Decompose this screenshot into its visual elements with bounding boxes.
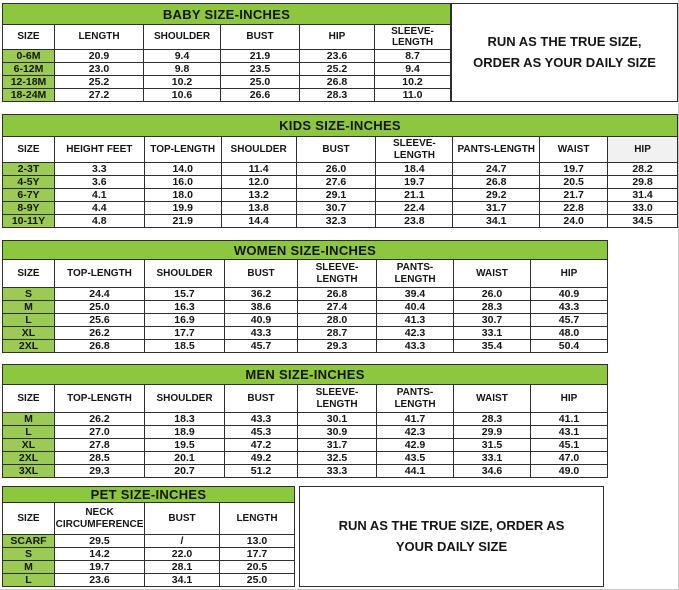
kids-measurement-value: 24.0 [540, 215, 608, 228]
baby-table-title: BABY SIZE-INCHES [3, 4, 451, 25]
men-table-row [3, 452, 608, 465]
baby-measurement-value: 23.5 [221, 63, 300, 76]
kids-column-header: SLEEVE-LENGTH [376, 137, 453, 163]
men-measurement-value: 43.5 [377, 452, 454, 465]
women-column-header: SHOULDER [145, 260, 225, 288]
women-size-label: XL [3, 327, 55, 340]
men-table-row [3, 413, 608, 426]
women-table-row [3, 301, 608, 314]
kids-measurement-value: 19.7 [540, 163, 608, 176]
pet-measurement-value: 13.0 [220, 535, 295, 548]
kids-size-label: 2-3T [3, 163, 55, 176]
men-size-label: M [3, 413, 55, 426]
men-measurement-value: 43.1 [531, 426, 608, 439]
pet-column-header: LENGTH [220, 503, 295, 535]
kids-measurement-value: 16.0 [144, 176, 221, 189]
kids-measurement-value: 32.3 [296, 215, 376, 228]
women-table-row [3, 314, 608, 327]
women-table-row [3, 288, 608, 301]
women-measurement-value: 43.3 [531, 301, 608, 314]
pet-measurement-value: 20.5 [220, 561, 295, 574]
women-measurement-value: 50.4 [531, 340, 608, 353]
men-column-header: PANTS-LENGTH [377, 385, 454, 413]
women-measurement-value: 28.3 [454, 301, 531, 314]
baby-measurement-value: 23.6 [300, 50, 375, 63]
pet-fit-note: RUN AS THE TRUE SIZE, ORDER AS YOUR DAILY SIZE [299, 486, 604, 587]
women-measurement-value: 43.3 [225, 327, 298, 340]
kids-measurement-value: 30.7 [296, 202, 376, 215]
pet-table-row [3, 535, 295, 548]
men-measurement-value: 31.5 [454, 439, 531, 452]
baby-measurement-value: 25.2 [55, 76, 144, 89]
kids-table-row [3, 176, 678, 189]
pet-column-header: NECK CIRCUMFERENCE [55, 503, 145, 535]
kids-measurement-value: 24.7 [453, 163, 540, 176]
men-column-header: WAIST [454, 385, 531, 413]
pet-size-label: M [3, 561, 55, 574]
kids-measurement-value: 33.0 [608, 202, 678, 215]
men-measurement-value: 42.3 [377, 426, 454, 439]
women-measurement-value: 38.6 [225, 301, 298, 314]
women-measurement-value: 40.4 [377, 301, 454, 314]
kids-measurement-value: 14.4 [221, 215, 296, 228]
baby-table-row [3, 63, 451, 76]
baby-column-header: HIP [300, 25, 375, 50]
women-measurement-value: 26.2 [55, 327, 145, 340]
women-size-label: M [3, 301, 55, 314]
men-size-label: 2XL [3, 452, 55, 465]
kids-measurement-value: 22.8 [540, 202, 608, 215]
women-measurement-value: 45.7 [531, 314, 608, 327]
women-measurement-value: 28.7 [298, 327, 377, 340]
pet-measurement-value: 34.1 [145, 574, 220, 587]
women-measurement-value: 17.7 [145, 327, 225, 340]
men-table-row [3, 439, 608, 452]
kids-column-header: HIP [608, 137, 678, 163]
men-measurement-value: 29.3 [55, 465, 145, 478]
baby-measurement-value: 27.2 [55, 89, 144, 102]
women-column-header: PANTS-LENGTH [377, 260, 454, 288]
women-measurement-value: 16.3 [145, 301, 225, 314]
women-measurement-value: 25.6 [55, 314, 145, 327]
women-table-row [3, 327, 608, 340]
women-column-header: SIZE [3, 260, 55, 288]
pet-size-label: S [3, 548, 55, 561]
women-measurement-value: 40.9 [225, 314, 298, 327]
pet-measurement-value: / [145, 535, 220, 548]
baby-section [2, 3, 678, 102]
kids-measurement-value: 23.8 [376, 215, 453, 228]
men-measurement-value: 28.3 [454, 413, 531, 426]
kids-measurement-value: 21.9 [144, 215, 221, 228]
women-measurement-value: 41.3 [377, 314, 454, 327]
baby-measurement-value: 9.4 [144, 50, 221, 63]
kids-measurement-value: 19.9 [144, 202, 221, 215]
kids-measurement-value: 19.7 [376, 176, 453, 189]
men-measurement-value: 27.8 [55, 439, 145, 452]
kids-column-header: WAIST [540, 137, 608, 163]
women-measurement-value: 39.4 [377, 288, 454, 301]
men-table-title: MEN SIZE-INCHES [3, 365, 608, 385]
kids-measurement-value: 28.2 [608, 163, 678, 176]
kids-measurement-value: 31.4 [608, 189, 678, 202]
women-measurement-value: 26.8 [55, 340, 145, 353]
women-measurement-value: 40.9 [531, 288, 608, 301]
men-measurement-value: 43.3 [225, 413, 298, 426]
kids-column-header: BUST [296, 137, 376, 163]
women-column-header: HIP [531, 260, 608, 288]
men-measurement-value: 49.2 [225, 452, 298, 465]
men-size-label: XL [3, 439, 55, 452]
kids-measurement-value: 29.2 [453, 189, 540, 202]
women-measurement-value: 48.0 [531, 327, 608, 340]
baby-measurement-value: 25.0 [221, 76, 300, 89]
men-column-header: SIZE [3, 385, 55, 413]
kids-table-row [3, 189, 678, 202]
kids-column-header: HEIGHT FEET [54, 137, 144, 163]
men-table-row [3, 426, 608, 439]
men-measurement-value: 26.2 [55, 413, 145, 426]
baby-measurement-value: 28.3 [300, 89, 375, 102]
kids-measurement-value: 3.6 [54, 176, 144, 189]
men-measurement-value: 30.1 [298, 413, 377, 426]
kids-measurement-value: 27.6 [296, 176, 376, 189]
kids-measurement-value: 26.8 [453, 176, 540, 189]
men-size-label: 3XL [3, 465, 55, 478]
pet-measurement-value: 29.5 [55, 535, 145, 548]
baby-column-header: LENGTH [55, 25, 144, 50]
baby-size-label: 0-6M [3, 50, 55, 63]
kids-column-header: PANTS-LENGTH [453, 137, 540, 163]
kids-section [2, 114, 678, 228]
kids-measurement-value: 21.7 [540, 189, 608, 202]
men-measurement-value: 41.1 [531, 413, 608, 426]
baby-measurement-value: 26.6 [221, 89, 300, 102]
baby-size-label: 18-24M [3, 89, 55, 102]
kids-column-header: SIZE [3, 137, 55, 163]
kids-measurement-value: 20.5 [540, 176, 608, 189]
women-measurement-value: 25.0 [55, 301, 145, 314]
men-measurement-value: 20.1 [145, 452, 225, 465]
baby-column-header: SHOULDER [144, 25, 221, 50]
kids-size-label: 4-5Y [3, 176, 55, 189]
baby-size-table [2, 3, 451, 102]
women-measurement-value: 26.8 [298, 288, 377, 301]
women-measurement-value: 42.3 [377, 327, 454, 340]
men-section [2, 364, 678, 478]
kids-measurement-value: 21.1 [376, 189, 453, 202]
kids-measurement-value: 11.4 [221, 163, 296, 176]
pet-measurement-value: 23.6 [55, 574, 145, 587]
kids-measurement-value: 14.0 [144, 163, 221, 176]
pet-table-row [3, 574, 295, 587]
baby-measurement-value: 21.9 [221, 50, 300, 63]
women-measurement-value: 27.4 [298, 301, 377, 314]
kids-measurement-value: 18.4 [376, 163, 453, 176]
kids-measurement-value: 13.8 [221, 202, 296, 215]
kids-size-table [2, 114, 678, 228]
men-measurement-value: 44.1 [377, 465, 454, 478]
baby-measurement-value: 11.0 [375, 89, 451, 102]
men-column-header: SHOULDER [145, 385, 225, 413]
women-measurement-value: 29.3 [298, 340, 377, 353]
men-measurement-value: 41.7 [377, 413, 454, 426]
baby-measurement-value: 9.4 [375, 63, 451, 76]
men-measurement-value: 18.9 [145, 426, 225, 439]
women-table-row [3, 340, 608, 353]
men-measurement-value: 31.7 [298, 439, 377, 452]
kids-measurement-value: 22.4 [376, 202, 453, 215]
men-measurement-value: 33.1 [454, 452, 531, 465]
women-section [2, 240, 678, 353]
women-column-header: SLEEVE-LENGTH [298, 260, 377, 288]
kids-measurement-value: 4.1 [54, 189, 144, 202]
baby-table-row [3, 50, 451, 63]
men-column-header: TOP-LENGTH [55, 385, 145, 413]
kids-table-row [3, 202, 678, 215]
baby-size-label: 12-18M [3, 76, 55, 89]
kids-measurement-value: 31.7 [453, 202, 540, 215]
baby-size-label: 6-12M [3, 63, 55, 76]
kids-measurement-value: 34.1 [453, 215, 540, 228]
pet-measurement-value: 17.7 [220, 548, 295, 561]
pet-measurement-value: 28.1 [145, 561, 220, 574]
women-measurement-value: 35.4 [454, 340, 531, 353]
women-measurement-value: 18.5 [145, 340, 225, 353]
pet-measurement-value: 25.0 [220, 574, 295, 587]
men-measurement-value: 51.2 [225, 465, 298, 478]
kids-table-row [3, 163, 678, 176]
baby-measurement-value: 8.7 [375, 50, 451, 63]
men-measurement-value: 29.9 [454, 426, 531, 439]
women-measurement-value: 45.7 [225, 340, 298, 353]
men-size-table [2, 364, 608, 478]
pet-measurement-value: 22.0 [145, 548, 220, 561]
baby-measurement-value: 23.0 [55, 63, 144, 76]
women-size-table [2, 240, 608, 353]
baby-table-row [3, 76, 451, 89]
women-size-label: S [3, 288, 55, 301]
kids-table-row [3, 215, 678, 228]
kids-measurement-value: 29.8 [608, 176, 678, 189]
women-measurement-value: 15.7 [145, 288, 225, 301]
kids-measurement-value: 12.0 [221, 176, 296, 189]
kids-size-label: 6-7Y [3, 189, 55, 202]
baby-measurement-value: 10.2 [144, 76, 221, 89]
women-measurement-value: 30.7 [454, 314, 531, 327]
women-measurement-value: 43.3 [377, 340, 454, 353]
women-measurement-value: 36.2 [225, 288, 298, 301]
women-measurement-value: 26.0 [454, 288, 531, 301]
men-measurement-value: 18.3 [145, 413, 225, 426]
men-size-label: L [3, 426, 55, 439]
baby-table-row [3, 89, 451, 102]
men-column-header: HIP [531, 385, 608, 413]
men-measurement-value: 34.6 [454, 465, 531, 478]
men-measurement-value: 19.5 [145, 439, 225, 452]
men-measurement-value: 28.5 [55, 452, 145, 465]
women-size-label: 2XL [3, 340, 55, 353]
men-measurement-value: 33.3 [298, 465, 377, 478]
pet-column-header: SIZE [3, 503, 55, 535]
women-measurement-value: 24.4 [55, 288, 145, 301]
pet-table-row [3, 561, 295, 574]
kids-measurement-value: 4.4 [54, 202, 144, 215]
men-measurement-value: 27.0 [55, 426, 145, 439]
kids-measurement-value: 29.1 [296, 189, 376, 202]
baby-column-header: BUST [221, 25, 300, 50]
men-measurement-value: 42.9 [377, 439, 454, 452]
men-measurement-value: 45.3 [225, 426, 298, 439]
kids-table-title: KIDS SIZE-INCHES [3, 115, 678, 137]
kids-measurement-value: 4.8 [54, 215, 144, 228]
women-column-header: WAIST [454, 260, 531, 288]
women-column-header: TOP-LENGTH [55, 260, 145, 288]
pet-size-label: L [3, 574, 55, 587]
women-size-label: L [3, 314, 55, 327]
kids-measurement-value: 18.0 [144, 189, 221, 202]
pet-size-table [2, 486, 295, 587]
men-measurement-value: 47.0 [531, 452, 608, 465]
pet-table-row [3, 548, 295, 561]
women-table-title: WOMEN SIZE-INCHES [3, 241, 608, 260]
kids-measurement-value: 13.2 [221, 189, 296, 202]
men-measurement-value: 20.7 [145, 465, 225, 478]
men-measurement-value: 47.2 [225, 439, 298, 452]
pet-column-header: BUST [145, 503, 220, 535]
kids-measurement-value: 3.3 [54, 163, 144, 176]
pet-measurement-value: 19.7 [55, 561, 145, 574]
pet-table-title: PET SIZE-INCHES [3, 487, 295, 503]
baby-column-header: SIZE [3, 25, 55, 50]
kids-measurement-value: 34.5 [608, 215, 678, 228]
baby-measurement-value: 10.6 [144, 89, 221, 102]
baby-measurement-value: 9.8 [144, 63, 221, 76]
kids-column-header: TOP-LENGTH [144, 137, 221, 163]
baby-measurement-value: 26.8 [300, 76, 375, 89]
baby-measurement-value: 20.9 [55, 50, 144, 63]
men-table-row [3, 465, 608, 478]
women-column-header: BUST [225, 260, 298, 288]
men-column-header: SLEEVE-LENGTH [298, 385, 377, 413]
kids-measurement-value: 26.0 [296, 163, 376, 176]
kids-column-header: SHOULDER [221, 137, 296, 163]
women-measurement-value: 33.1 [454, 327, 531, 340]
pet-measurement-value: 14.2 [55, 548, 145, 561]
baby-column-header: SLEEVE-LENGTH [375, 25, 451, 50]
kids-size-label: 8-9Y [3, 202, 55, 215]
women-measurement-value: 28.0 [298, 314, 377, 327]
men-measurement-value: 45.1 [531, 439, 608, 452]
men-column-header: BUST [225, 385, 298, 413]
baby-measurement-value: 10.2 [375, 76, 451, 89]
pet-size-label: SCARF [3, 535, 55, 548]
women-measurement-value: 16.9 [145, 314, 225, 327]
men-measurement-value: 49.0 [531, 465, 608, 478]
men-measurement-value: 32.5 [298, 452, 377, 465]
men-measurement-value: 30.9 [298, 426, 377, 439]
kids-size-label: 10-11Y [3, 215, 55, 228]
baby-fit-note: RUN AS THE TRUE SIZE, ORDER AS YOUR DAILY SIZE [451, 3, 678, 102]
baby-measurement-value: 25.2 [300, 63, 375, 76]
pet-section [2, 486, 678, 587]
